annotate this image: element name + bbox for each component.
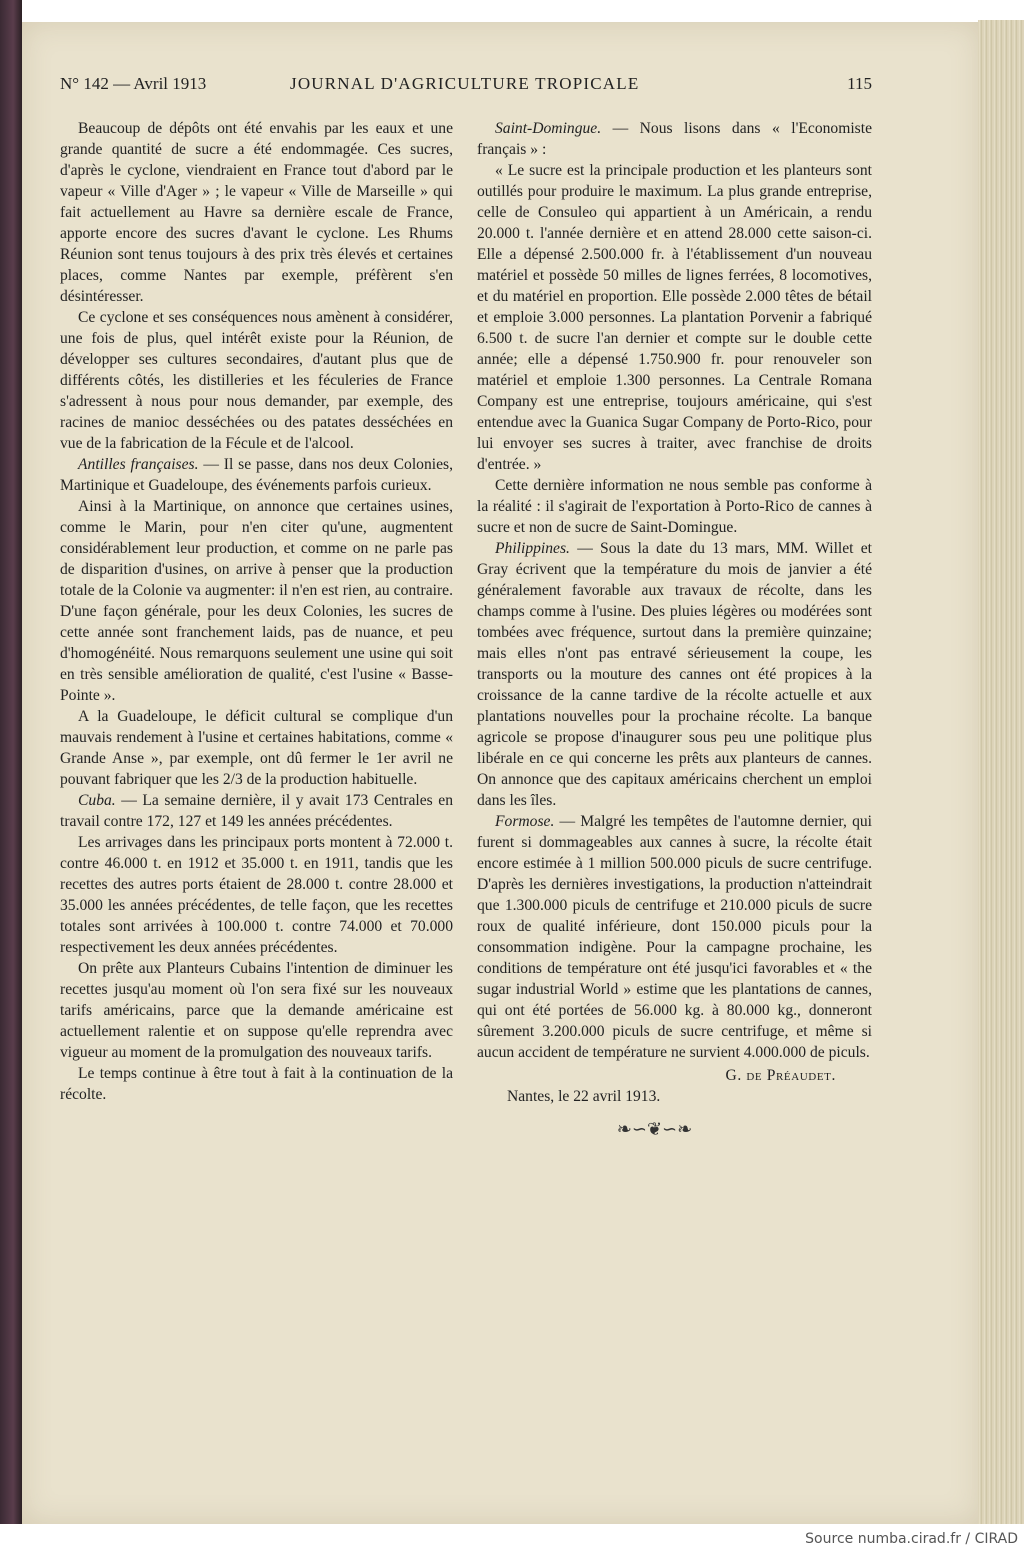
paragraph: Beaucoup de dépôts ont été envahis par les eaux et une grande quantité de sucre a été endommagée. Ces sucres, d'après le cyclone, viendraient en France tout d'abord par le vapeur « Ville d'Ager » ; le vapeur « Ville de Marseille » qui fait actuellement au Havre sa dernière escale de France, apporte encore des sucres d'avant le cyclone. Les Rhums Réunion sont tenus toujours à des prix très élevés et certaines places, comme Nantes par exemple, préfèrent s'en désintéresser. (60, 120, 453, 305)
paragraph: Ainsi à la Martinique, on annonce que certaines usines, comme le Marin, pour n'en citer qu'une, augmentent considérablement leur production, et comme on ne parle pas de disparition d'usines, on arrive à penser que la production totale de la Colonie va augmenter: il n'en est rien, au contraire. D'une façon générale, pour les deux Colonies, les sucres de cette année sont franchement laids, pas de nuance, et peu d'homogénéité. Nous remarquons seulement une usine qui soit en très sensible amélioration de qualité, c'est l'usine « Basse-Pointe ». (60, 498, 453, 704)
paragraph: Cette dernière information ne nous semble pas conforme à la réalité : il s'agirait de l'exportation à Porto-Rico de cannes à sucre et non de sucre de Saint-Domingue. (477, 477, 872, 536)
page-number: 115 (847, 74, 872, 93)
paragraph: Cuba. — La semaine dernière, il y avait 173 Centrales en travail contre 172, 127 et 149 les années précédentes. (60, 792, 453, 830)
issue-label: N° 142 — Avril 1913 (60, 74, 207, 93)
section-title: Saint-Domingue. (495, 120, 602, 137)
paragraph: Ce cyclone et ses conséquences nous amènent à considérer, une fois de plus, quel intérêt existe pour la Réunion, de développer ses cultures secondaires, d'autant plus que de différents côtés, les distilleries et les féculeries de France s'adressent à nous pour nous demander, par exemple, des racines de manioc desséchées ou des patates desséchées en vue de la fabrication de la Fécule et de l'alcool. (60, 309, 453, 452)
section-title: Formose. (495, 813, 555, 830)
section-title: Philippines. (495, 540, 570, 557)
paragraph: Saint-Domingue. — Nous lisons dans « l'Economiste français » : (477, 120, 872, 158)
paragraph: Les arrivages dans les principaux ports montent à 72.000 t. contre 46.000 t. en 1912 et 35.000 t. en 1911, tandis que les recettes des autres ports étaient de 28.000 t. contre 28.000 et 35.000 les années précédentes, de telle façon, que les recettes totales sont arrivées à 100.000 t. contre 74.000 et 70.000 respectivement les deux années précédentes. (60, 834, 453, 956)
book-binding (0, 0, 22, 1524)
paragraph: Le temps continue à être tout à fait à la continuation de la récolte. (60, 1065, 453, 1103)
page-edges (978, 20, 1024, 1524)
author-signature: G. de Préaudet. (725, 1067, 836, 1084)
left-column (60, 118, 453, 1105)
source-credit: Source numba.cirad.fr / CIRAD (805, 1531, 1018, 1547)
section-title: Cuba. (78, 792, 116, 809)
right-column (477, 118, 872, 1140)
paragraph: Antilles françaises. — Il se passe, dans nos deux Colonies, Martinique et Guadeloupe, des événements parfois curieux. (60, 456, 453, 494)
paragraph: « Le sucre est la principale production et les planteurs sont outillés pour produire le maximum. La plus grande entreprise, celle de Consuleo qui appartient à un Américain, a rendu 20.000 t. l'année dernière et en attend 28.000 cette saison-ci. Elle a dépensé 2.500.000 fr. à l'établissement d'un nouveau matériel et possède 50 milles de lignes ferrées, 8 locomotives, et du matériel en proportion. Elle possède 2.000 têtes de bétail et emploie 3.000 personnes. La plantation Porvenir a fabriqué 6.500 t. de sucre l'an dernier et compte sur le double cette année; elle a dépensé 1.750.900 fr. pour renouveler son matériel et emploie 1.300 personnes. La Centrale Romana Company est une entreprise, toujours américaine, qui s'est entendue avec la Guanica Sugar Company de Porto-Rico, pour lui envoyer ses sucres à traiter, avec franchise de droits d'entrée. » (477, 162, 872, 473)
dateline: Nantes, le 22 avril 1913. (507, 1088, 661, 1105)
section-title: Antilles françaises. (78, 456, 199, 473)
paragraph: A la Guadeloupe, le déficit cultural se complique d'un mauvais rendement à l'usine et certaines habitations, comme « Grande Anse », par exemple, ont dû fermer le 1er avril ne pouvant fabriquer que les 2/3 de la production habituelle. (60, 708, 453, 788)
running-header (60, 74, 872, 100)
journal-title: JOURNAL D'AGRICULTURE TROPICALE (290, 74, 640, 93)
paragraph: On prête aux Planteurs Cubains l'intention de diminuer les recettes jusqu'au moment où l'on sera fixé sur les nouveaux tarifs américains, parce que la demande américaine est actuellement ralentie et on suppose qu'elle reprendra avec vigueur au moment de la promulgation des nouveaux tarifs. (60, 960, 453, 1061)
paragraph: Philippines. — Sous la date du 13 mars, MM. Willet et Gray écrivent que la température du mois de janvier a été généralement favorable aux travaux de récolte, dans les champs comme à l'usine. Des pluies légères ou modérées sont tombées avec fréquence, surtout dans la première quinzaine; mais elles n'ont pas entravé sérieusement la coupe, les transports ou la mouture des cannes ont été propices à la croissance de la canne tardive de la récolte actuelle et aux plantations nouvelles pour la prochaine récolte. La banque agricole se propose d'inaugurer sous peu une politique plus libérale en ce qui concerne les prêts aux planteurs de cannes. On annonce que des capitaux américains cherchent un emploi dans les îles. (477, 540, 872, 809)
paragraph: Formose. — Malgré les tempêtes de l'automne dernier, qui furent si dommageables aux cannes à sucre, la récolte était encore estimée à 1 million 500.000 piculs de sucre centrifuge. D'après les dernières investigations, la production n'atteindrait que 1.300.000 piculs de centrifuge et 210.000 piculs de sucre roux de qualité inférieure, dont 150.000 piculs pour la consommation indigène. Pour la campagne prochaine, les conditions de température ont été jusqu'ici favorables et « the sugar industrial World » estime que les plantations de cannes, qui ont été portées de 56.000 kg. à 80.000 kg., donneront sûrement 3.200.000 piculs de sucre centrifuge, et même si aucun accident de température ne survient 4.000.000 de piculs. (477, 813, 872, 1061)
ornament-icon: ❧∽❦∽❧ (616, 1119, 693, 1139)
